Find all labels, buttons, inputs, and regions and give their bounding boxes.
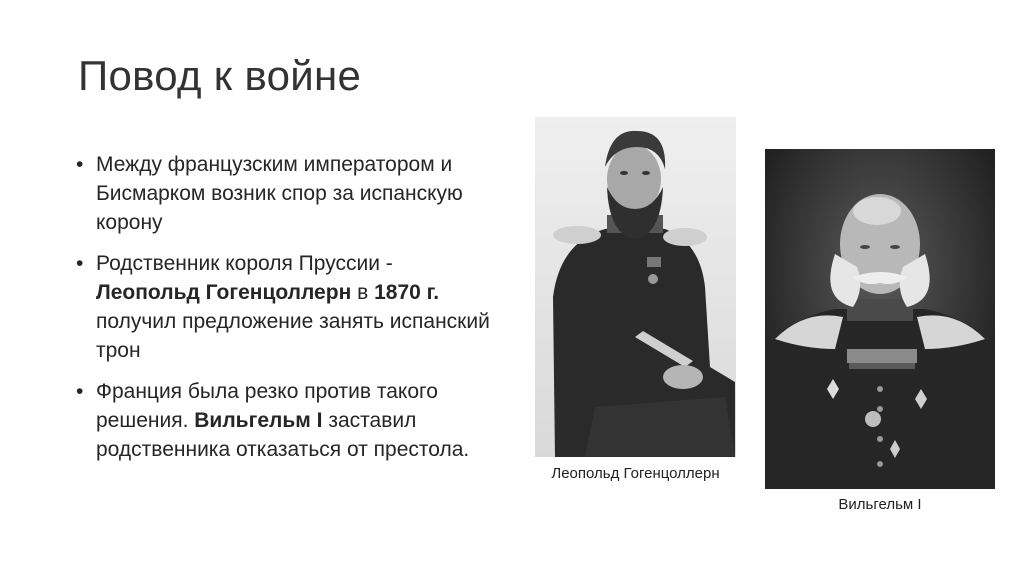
bullet-icon: • [76,252,84,275]
bullet-icon: • [76,153,84,176]
bullet-list [76,150,496,476]
bullet-text: Между французским императором и Бисмарком возник спор за испанскую корону [96,153,463,234]
bullet-item [76,249,496,365]
bullet-bold-name: Леопольд Гогенцоллерн [96,281,352,304]
bullet-icon: • [76,380,84,403]
bullet-bold-name: Вильгельм I [194,409,323,432]
portrait-photo-wilhelm [765,149,995,489]
portrait-photo-icon [535,117,736,457]
bullet-text: в [351,281,375,304]
bullet-text: получил предложение занять испанский трон [96,310,490,362]
bullet-text: Франция была резко против такого решения. [96,380,438,432]
portrait-photo-leopold [535,117,736,457]
slide-title: Повод к войне [78,52,362,99]
photo-caption-wilhelm: Вильгельм I [838,496,922,513]
bullet-item [76,150,496,237]
bullet-text: заставил родственника отказаться от престола. [96,409,470,461]
bullet-text: Родственник короля Пруссии - [96,252,393,275]
portrait-photo-icon [765,149,995,489]
photo-caption-leopold: Леопольд Гогенцоллерн [551,465,720,482]
bullet-item [76,377,496,464]
bullet-bold-year: 1870 г. [374,281,440,304]
